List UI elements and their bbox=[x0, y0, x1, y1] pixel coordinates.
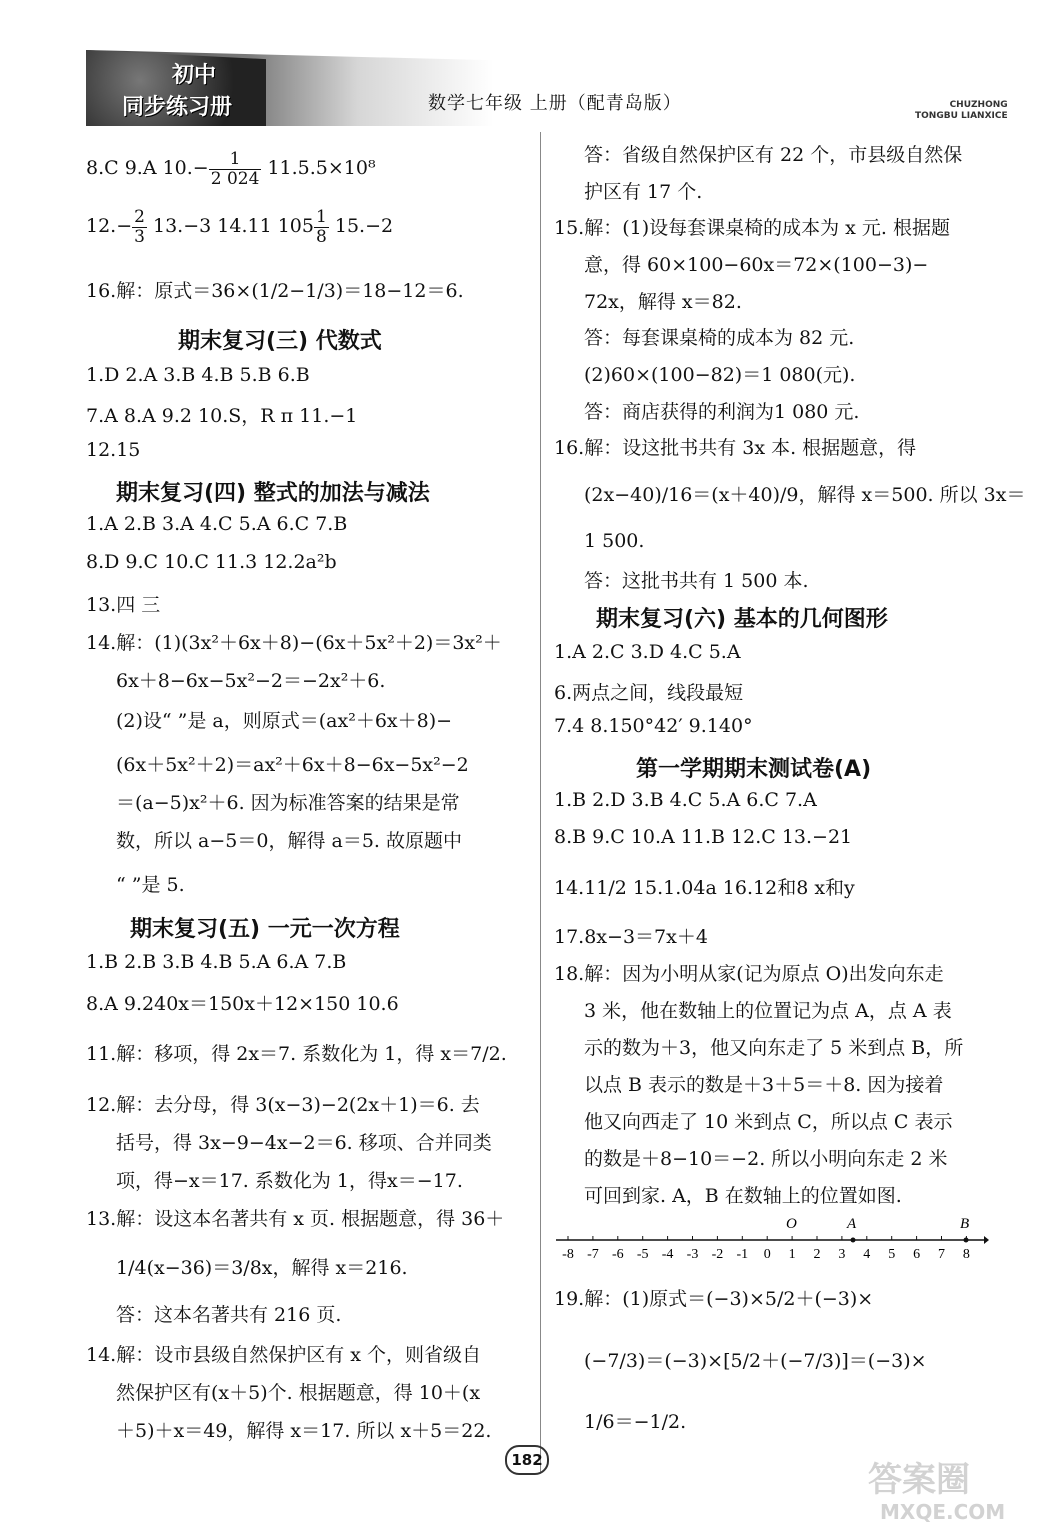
answer-line: 1.A 2.C 3.D 4.C 5.A bbox=[554, 641, 741, 663]
answer-line: 7.4 8.150°42′ 9.140° bbox=[554, 715, 753, 737]
pinyin-line-1: CHUZHONG bbox=[949, 100, 1008, 110]
answer-line: 1/4(x−36)＝3/8x，解得 x＝216. bbox=[116, 1257, 408, 1279]
answer-line: 17.8x−3＝7x＋4 bbox=[554, 926, 708, 948]
denominator: 3 bbox=[134, 226, 145, 247]
answer-line: 1/6＝−1/2. bbox=[584, 1411, 687, 1433]
number-line-tick-label: -3 bbox=[686, 1247, 699, 1262]
answer-line: 1 500. bbox=[584, 530, 645, 552]
answer-line: 1.B 2.B 3.B 4.B 5.A 6.A 7.B bbox=[86, 951, 347, 973]
answer-text: 11.5.5×10⁸ bbox=[261, 157, 376, 180]
answer-text: 8.C 9.A 10.− bbox=[86, 157, 209, 180]
number-line-tick-label: 8 bbox=[962, 1247, 970, 1262]
number-line-tick-label: 0 bbox=[763, 1247, 771, 1262]
number-line-tick-label: -8 bbox=[562, 1247, 574, 1262]
section-title: 期末复习(六) 基本的几何图形 bbox=[596, 607, 888, 632]
answer-line: 答：这本名著共有 216 页. bbox=[116, 1304, 342, 1326]
number-line-arrow bbox=[984, 1236, 989, 1244]
answer-line: (6x＋5x²＋2)＝ax²＋6x＋8−6x−5x²−2 bbox=[116, 754, 469, 776]
denominator: 8 bbox=[315, 226, 327, 247]
answer-line: 他又向西走了 10 米到点 C，所以点 C 表示 bbox=[584, 1111, 953, 1133]
answer-line: 可回到家. A，B 在数轴上的位置如图. bbox=[584, 1185, 902, 1207]
answer-line: (−7/3)＝(−3)×[5/2＋(−7/3)]＝(−3)× bbox=[584, 1350, 927, 1372]
fraction bbox=[132, 208, 147, 246]
answer-line: (2)设“ ”是 a，则原式＝(ax²＋6x＋8)− bbox=[116, 710, 453, 732]
number-line-figure bbox=[554, 1212, 989, 1268]
fraction bbox=[209, 150, 262, 188]
answer-line: 12.解：去分母，得 3(x−3)−2(2x＋1)＝6. 去 bbox=[86, 1094, 480, 1116]
answer-line: 15.解：(1)设每套课桌椅的成本为 x 元. 根据题 bbox=[554, 217, 951, 239]
answer-line: 护区有 17 个. bbox=[584, 181, 703, 203]
answer-line bbox=[86, 208, 393, 246]
number-line-tick-label: 2 bbox=[813, 1247, 821, 1262]
answer-line: 14.解：设市县级自然保护区有 x 个，则省级自 bbox=[86, 1344, 482, 1366]
section-title: 期末复习(三) 代数式 bbox=[178, 329, 382, 354]
answer-line: (2)60×(100−82)＝1 080(元). bbox=[584, 364, 856, 386]
answer-line: 8.B 9.C 10.A 11.B 12.C 13.−21 bbox=[554, 826, 853, 848]
answer-line: (2x−40)/16＝(x＋40)/9，解得 x＝500. 所以 3x＝ bbox=[584, 484, 1026, 506]
number-line-tick-label: -7 bbox=[587, 1247, 599, 1262]
answer-line: ＝(a−5)x²＋6. 因为标准答案的结果是常 bbox=[116, 792, 460, 814]
numerator: 2 bbox=[134, 207, 145, 227]
answer-line: 8.A 9.240x＝150x＋12×150 10.6 bbox=[86, 993, 399, 1015]
answer-line: 18.解：因为小明从家(记为原点 O)出发向东走 bbox=[554, 963, 944, 985]
column-divider bbox=[540, 132, 541, 1472]
answer-line: 13.解：设这本名著共有 x 页. 根据题意，得 36＋ bbox=[86, 1208, 505, 1230]
section-title: 第一学期期末测试卷(A) bbox=[636, 757, 872, 782]
section-title: 期末复习(四) 整式的加法与减法 bbox=[116, 481, 430, 506]
point-O-label: O bbox=[786, 1216, 797, 1232]
number-line-tick-label: 7 bbox=[938, 1247, 945, 1262]
answer-line: 7.A 8.A 9.2 10.S，R π 11.−1 bbox=[86, 405, 358, 427]
answer-line: 72x，解得 x＝82. bbox=[584, 291, 742, 313]
numerator: 1 bbox=[315, 207, 327, 227]
section-title: 期末复习(五) 一元一次方程 bbox=[130, 917, 400, 942]
answer-line: 意，得 60×100−60x＝72×(100−3)− bbox=[584, 254, 929, 276]
fraction bbox=[314, 208, 329, 246]
answer-line: 答：商店获得的利润为1 080 元. bbox=[584, 401, 860, 423]
answer-line: 19.解：(1)原式＝(−3)×5/2＋(−3)× bbox=[554, 1288, 874, 1310]
denominator: 2 024 bbox=[210, 168, 260, 189]
answer-line: 11.解：移项，得 2x＝7. 系数化为 1，得 x＝7/2. bbox=[86, 1043, 507, 1065]
answer-line: 1.B 2.D 3.B 4.C 5.A 6.C 7.A bbox=[554, 789, 817, 811]
page-number: 182 bbox=[505, 1445, 549, 1475]
answer-line: 6.两点之间，线段最短 bbox=[554, 682, 744, 704]
number-line-tick-label: 1 bbox=[788, 1247, 796, 1262]
answer-line: 8.D 9.C 10.C 11.3 12.2a²b bbox=[86, 551, 337, 573]
answer-line: 括号，得 3x−9−4x−2＝6. 移项、合并同类 bbox=[116, 1132, 492, 1154]
point-A-label: A bbox=[847, 1216, 857, 1232]
answer-line: 的数是＋8−10＝−2. 所以小明向东走 2 米 bbox=[584, 1148, 948, 1170]
number-line-tick-label: -6 bbox=[611, 1247, 624, 1262]
answer-line: 项，得−x＝17. 系数化为 1，得x＝−17. bbox=[116, 1170, 463, 1192]
point-A-dot bbox=[851, 1238, 856, 1243]
number-line-tick-label: -1 bbox=[736, 1247, 749, 1262]
answer-line: 答：每套课桌椅的成本为 82 元. bbox=[584, 327, 855, 349]
point-B-label: B bbox=[960, 1216, 970, 1232]
answer-line: ＋5)＋x＝49，解得 x＝17. 所以 x＋5＝22. bbox=[116, 1420, 492, 1442]
logo-text-2: 同步练习册 bbox=[122, 95, 233, 120]
number-line-tick-label: -2 bbox=[711, 1247, 724, 1262]
answer-line: 然保护区有(x＋5)个. 根据题意，得 10＋(x bbox=[116, 1382, 481, 1404]
pinyin-line-2: TONGBU LIANXICE bbox=[915, 111, 1008, 121]
watermark-logo: 答案圈 bbox=[868, 1460, 970, 1500]
number-line-tick-label: 6 bbox=[913, 1247, 921, 1262]
numerator: 1 bbox=[209, 150, 262, 170]
answer-line: 13.四 三 bbox=[86, 594, 161, 616]
answer-line: 以点 B 表示的数是＋3＋5＝＋8. 因为接着 bbox=[584, 1074, 944, 1096]
answer-text: 13.−3 14.11 105 bbox=[146, 215, 314, 238]
number-line-tick-label: 3 bbox=[838, 1247, 846, 1262]
watermark-url: MXQE.COM bbox=[880, 1500, 1006, 1524]
point-B-dot bbox=[964, 1238, 969, 1243]
answer-line: 16.解：原式＝36×(1/2−1/3)＝18−12＝6. bbox=[86, 280, 464, 302]
answer-line bbox=[86, 150, 376, 188]
number-line-tick-label: -5 bbox=[636, 1247, 649, 1262]
answer-line: 答：这批书共有 1 500 本. bbox=[584, 570, 809, 592]
number-line-tick-label: -4 bbox=[661, 1247, 674, 1262]
answer-text: 12.− bbox=[86, 215, 133, 238]
answer-line: 16.解：设这批书共有 3x 本. 根据题意，得 bbox=[554, 437, 917, 459]
answer-line: 14.11/2 15.1.04a 16.12和8 x和y bbox=[554, 877, 855, 899]
answer-line: 12.15 bbox=[86, 439, 141, 461]
answer-line: 14.解：(1)(3x²＋6x＋8)−(6x＋5x²＋2)＝3x²＋ bbox=[86, 632, 502, 654]
answer-text: 15.−2 bbox=[328, 215, 394, 238]
book-title: 数学七年级 上册（配青岛版） bbox=[428, 93, 682, 114]
answer-line: 1.D 2.A 3.B 4.B 5.B 6.B bbox=[86, 364, 310, 386]
number-line-tick-label: 5 bbox=[888, 1247, 896, 1262]
answer-line: “ ”是 5. bbox=[116, 874, 185, 896]
answer-line: 答：省级自然保护区有 22 个，市县级自然保 bbox=[584, 144, 963, 166]
answer-line: 数，所以 a−5＝0，解得 a＝5. 故原题中 bbox=[116, 830, 462, 852]
answer-line: 示的数为＋3，他又向东走了 5 米到点 B，所 bbox=[584, 1037, 964, 1059]
pinyin-label bbox=[915, 100, 1008, 122]
logo-text-1: 初中 bbox=[172, 63, 217, 88]
number-line-tick-label: 4 bbox=[863, 1247, 871, 1262]
answer-line: 3 米，他在数轴上的位置记为点 A，点 A 表 bbox=[584, 1000, 952, 1022]
answer-line: 1.A 2.B 3.A 4.C 5.A 6.C 7.B bbox=[86, 513, 348, 535]
answer-line: 6x＋8−6x−5x²−2＝−2x²＋6. bbox=[116, 670, 386, 692]
